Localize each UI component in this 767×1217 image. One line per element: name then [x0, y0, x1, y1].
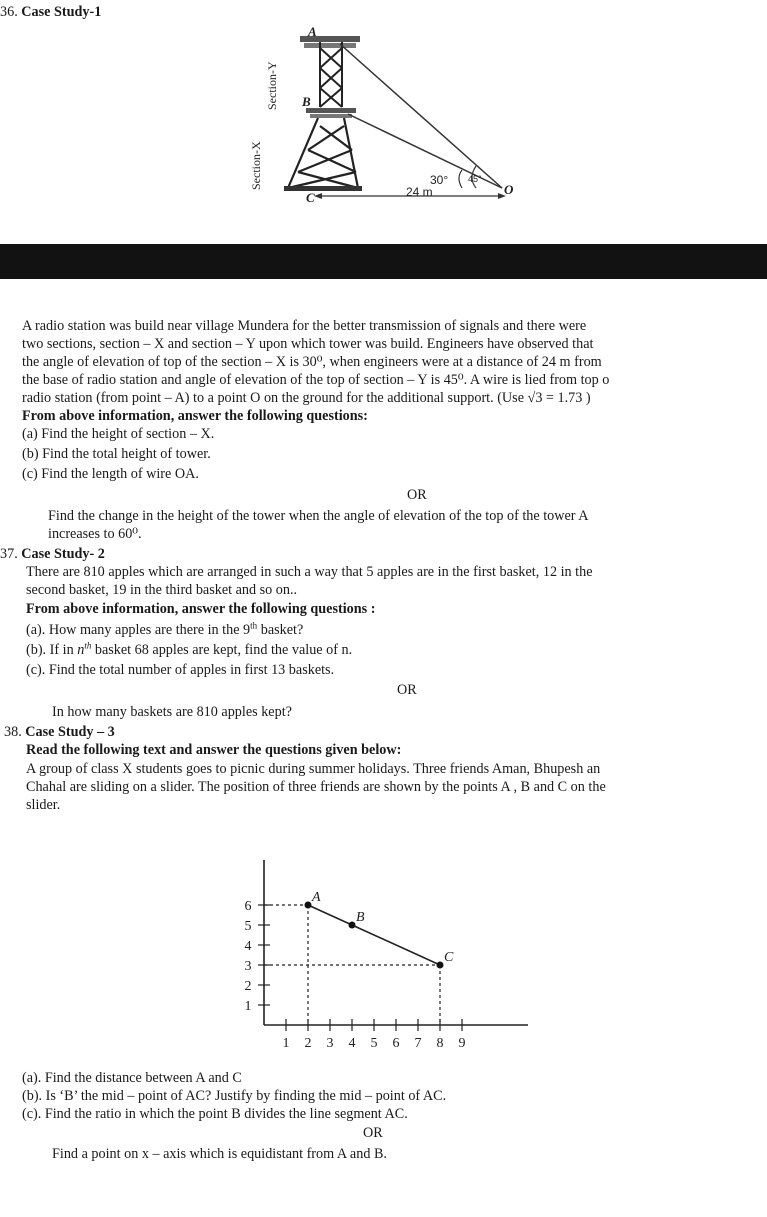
slider-graph	[222, 850, 542, 1060]
wire-oa	[340, 44, 502, 188]
label-section-x: Section-X	[249, 141, 263, 190]
x-tick-label: 2	[304, 1036, 312, 1051]
q36-alt-question-1: Find the change in the height of the tower when the angle of elevation of the top of the tower A	[48, 508, 589, 524]
x-tick-label: 3	[326, 1036, 334, 1051]
tower-base	[284, 186, 362, 191]
q36-passage-1: A radio station was build near village Mundera for the better transmission of signals and there were	[22, 318, 587, 334]
point-c	[437, 962, 444, 969]
y-tick-label: 6	[244, 899, 252, 914]
q38-instruction: Read the following text and answer the questions given below:	[26, 742, 402, 758]
x-tick-label: 6	[392, 1036, 400, 1051]
point-a	[305, 902, 312, 909]
q36-or: OR	[407, 487, 427, 503]
section-x-lattice	[288, 118, 358, 188]
q38-alt-question: Find a point on x – axis which is equidistant from A and B.	[52, 1146, 387, 1162]
label-angle-45: 45°	[468, 174, 482, 184]
q37-heading: 37. Case Study- 2	[0, 546, 105, 562]
q36-passage-3: the angle of elevation of top of the section – X is 30⁰, when engineers were at a distance of 24 m from	[22, 354, 602, 370]
q36-alt-question-2: increases to 60⁰.	[48, 526, 142, 542]
x-tick-label: 7	[414, 1036, 422, 1051]
label-c: C	[306, 190, 315, 205]
point-label-b: B	[356, 910, 365, 925]
q37-question-b: (b). If in $n^{th}$ basket 68 apples are kept, find the value of n.	[26, 640, 353, 658]
q38-heading: 38. Case Study – 3	[4, 724, 115, 740]
q37-alt-question: In how many baskets are 810 apples kept?	[52, 704, 292, 720]
y-tick-label: 1	[244, 999, 252, 1014]
q38-passage-2: Chahal are sliding on a slider. The position of three friends are shown by the points A , B and C on the	[26, 779, 606, 795]
x-tick-label: 8	[436, 1036, 444, 1051]
q36-passage-2: two sections, section – X and section – Y upon which tower was build. Engineers have observed that	[22, 336, 594, 352]
label-angle-30: 30°	[430, 173, 449, 187]
y-tick-label: 2	[244, 979, 252, 994]
q36-passage-4: the base of radio station and angle of elevation of the top of section – Y is 45⁰. A wire is lied from top o	[22, 372, 610, 388]
q37-or: OR	[397, 682, 417, 698]
x-tick-label: 9	[458, 1036, 466, 1051]
x-tick-label: 4	[348, 1036, 356, 1051]
q37-passage-1: There are 810 apples which are arranged in such a way that 5 apples are in the first basket, 12 in the	[26, 564, 593, 580]
point-label-a: A	[312, 890, 321, 905]
q37-question-a: (a). How many apples are there in the 9th basket?	[26, 620, 304, 638]
point-b	[349, 922, 356, 929]
q36-question-c: (c) Find the length of wire OA.	[22, 466, 199, 482]
q36-heading: 36. Case Study-1	[0, 4, 102, 20]
q37-question-c: (c). Find the total number of apples in first 13 baskets.	[26, 662, 335, 678]
q38-question-b: (b). Is ‘B’ the mid – point of AC? Justify by finding the mid – point of AC.	[22, 1088, 447, 1104]
tower-top-platform-2	[304, 43, 356, 48]
point-label-c: C	[444, 950, 454, 965]
label-o: O	[504, 182, 514, 197]
q37-instruction: From above information, answer the following questions :	[26, 601, 376, 617]
q36-question-a: (a) Find the height of section – X.	[22, 426, 215, 442]
x-tick-label: 1	[282, 1036, 290, 1051]
q36-question-b: (b) Find the total height of tower.	[22, 446, 211, 462]
label-b: B	[302, 94, 311, 109]
dark-band	[0, 244, 767, 279]
y-tick-label: 4	[244, 939, 252, 954]
section-y-lattice	[320, 42, 342, 107]
label-section-y: Section-Y	[265, 61, 279, 110]
label-distance: 24 m	[406, 185, 433, 199]
q38-passage-3: slider.	[26, 797, 61, 813]
x-tick-label: 5	[370, 1036, 378, 1051]
tower-mid-platform	[306, 108, 356, 113]
q38-question-c: (c). Find the ratio in which the point B divides the line segment AC.	[22, 1106, 408, 1122]
label-a: A	[308, 24, 317, 39]
y-tick-label: 5	[244, 919, 252, 934]
q37-passage-2: second basket, 19 in the third basket and so on..	[26, 582, 298, 598]
y-tick-label: 3	[244, 959, 252, 974]
q36-instruction: From above information, answer the following questions:	[22, 408, 368, 424]
tower-figure	[240, 22, 530, 214]
q38-question-a: (a). Find the distance between A and C	[22, 1070, 242, 1086]
slider-line	[308, 905, 440, 965]
q38-or: OR	[363, 1125, 383, 1141]
q36-passage-5: radio station (from point – A) to a point O on the ground for the additional support. (Use √3 = 1.73 )	[22, 390, 591, 406]
q38-passage-1: A group of class X students goes to picnic during summer holidays. Three friends Aman, Bhupesh an	[26, 761, 601, 777]
